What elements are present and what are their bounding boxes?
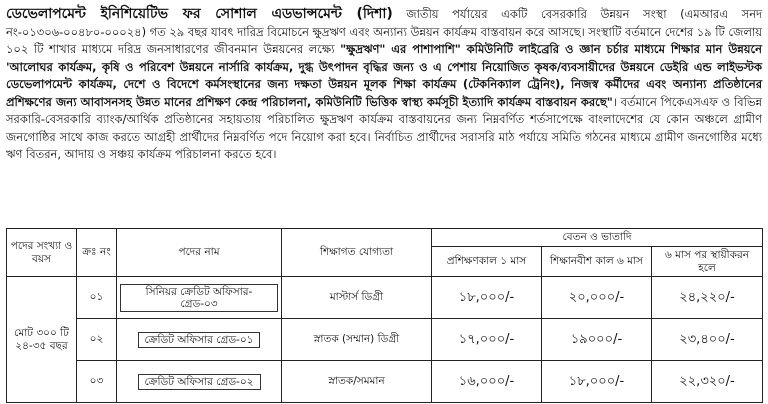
table-row <box>7 277 763 319</box>
row-permanent-salary: ২৪,২২০/- <box>652 277 763 319</box>
post-name-box: ক্রেডিট অফিসার গ্রেড-০১ <box>138 332 261 348</box>
intro-text-bold: "ক্ষুদ্রঋণ" এর পাশাপাশি" কমিউনিটি লাইব্রেরি ও জ্ঞান চর্চার মাধ্যমে শিক্ষার মান উন্নয়নে 'আলোঘর কার্যক্রম, কৃষি ও পরিবেশ উন্নয়নে নার্সারি কার্যক্রম, দুগ্ধ উৎপাদন বৃদ্ধির জন্য ও এ পেশায় নিয়োজিত কৃষক/ব্যবসায়ীদের উন্নয়নে ডেইরি এন্ড লাইভস্টক ডেভেলাপমেন্ট কার্যক্রম, দেশে ও বিদেশে কর্মসংস্থানের জন্য দক্ষতা উন্নয়ন মূলক শিক্ষা কার্যক্রম (টেকনিক্যাল ট্রেনিং), নিজস্ব কর্মীদের এবং অন্যান্য প্রতিষ্ঠানের প্রশিক্ষণের জন্য আবাসনসহ উন্নত মানের প্রশিক্ষণ কেন্দ্র পরিচালনা, কমিউনিটি ভিত্তিক স্বাস্থ্য কর্মসূচী ইত্যাদি কার্যক্রম বাস্তবায়ন করছে" <box>6 42 762 109</box>
intro-text-part-2: । বর্তমানে পিকেএসএফ ও বিভিন্ন সরকারি-বেসরকারি ব্যাংক/আর্থিক প্রতিষ্ঠানের সহায়তায় পরিচালিত ক্ষুদ্রঋণ কার্যক্রম বাস্তবায়নের জন্য নিম্নবর্ণিত শর্তসাপেক্ষে বাংলাদেশের যে কোন অঞ্চলে গ্রামীণ জনগোষ্ঠির সাথে কাজ করতে আগ্রহী প্রার্থীদের নিম্নবর্ণিত পদে নিয়োগ করা হবে। নির্বাচিত প্রার্থীদের সরাসরি মাঠ পর্যায়ে সমিতি গঠনের মাধ্যমে গ্রামীণ জনগোষ্ঠির মধ্যে ঋণ বিতরন, আদায় ও সঞ্চয় কার্যক্রম পরিচালনা করতে হবে। <box>6 94 763 161</box>
table-row <box>7 361 763 403</box>
row-education: স্নাতক/সমমান <box>282 361 432 403</box>
post-name-box: সিনিয়র ক্রেডিট অফিসার- গ্রেড-০৩ <box>120 284 278 312</box>
jobs-table <box>6 228 763 403</box>
row-probation-salary: ১৮,০০০/- <box>542 361 652 403</box>
posts-age-value: মোট ৩০০ টি ২৪-৩৫ বছর <box>7 277 77 403</box>
row-education: মাস্টার্স ডিগ্রী <box>282 277 432 319</box>
row-permanent-salary: ২৩,৪০০/- <box>652 319 763 361</box>
intro-text-part-1: জাতীয় পর্যায়ের একটি বেসরকারি উন্নয়ন সংস্থা (এমআরএ সনদ নং-০১৩০৬-০০৪৮০-০০০২৪) গত ২৯ বছর যাবৎ দারিদ্র বিমোচনে ক্ষুদ্রঋণ এবং অন্যান্য উন্নয়ন কার্যক্রম বাস্তবায়ন করে আসছে। সংস্থাটি বর্তমানে দেশের ১৯ টি জেলায় ১০২ টি শাখার মাধ্যমে দরিদ্র জনসাধারণের জীবনমান উন্নয়নের লক্ষ্যে <box>6 7 763 56</box>
row-serial: ০৩ <box>77 361 117 403</box>
row-post <box>117 361 282 403</box>
row-training-salary: ১৭,০০০/- <box>432 319 542 361</box>
row-post <box>117 319 282 361</box>
row-education: স্নাতক (সম্মান) ডিগ্রী <box>282 319 432 361</box>
row-training-salary: ১৮,০০০/- <box>432 277 542 319</box>
row-serial: ০১ <box>77 277 117 319</box>
header-education: শিক্ষাগত যোগ্যতা <box>282 229 432 277</box>
header-salary-group: বেতন ও ভাতাদি <box>432 229 763 247</box>
row-serial: ০২ <box>77 319 117 361</box>
row-permanent-salary: ২২,৩২০/- <box>652 361 763 403</box>
row-probation-salary: ২০,০০০/- <box>542 277 652 319</box>
table-header-row <box>7 229 763 247</box>
intro-paragraph <box>6 6 762 164</box>
header-post-name: পদের নাম <box>117 229 282 277</box>
row-post <box>117 277 282 319</box>
table-row <box>7 319 763 361</box>
header-training: প্রশিক্ষণকাল ১ মাস <box>432 247 542 277</box>
organization-name: ডেভেলাপমেন্ট ইনিশিয়েটিভ ফর সোশাল এডভান্সমেন্ট (দিশা) <box>6 6 393 22</box>
row-probation-salary: ১৯০০০/- <box>542 319 652 361</box>
header-permanent: ৬ মাস পর স্থায়ীকরন হলে <box>652 247 763 277</box>
header-serial: ক্রঃ নং <box>77 229 117 277</box>
header-probation: শিক্ষানবীশ কাল ৬ মাস <box>542 247 652 277</box>
row-training-salary: ১৬,০০০/- <box>432 361 542 403</box>
post-name-box: ক্রেডিট অফিসার গ্রেড-০২ <box>138 374 261 390</box>
header-posts-age: পদের সংখ্যা ও বয়স <box>7 229 77 277</box>
